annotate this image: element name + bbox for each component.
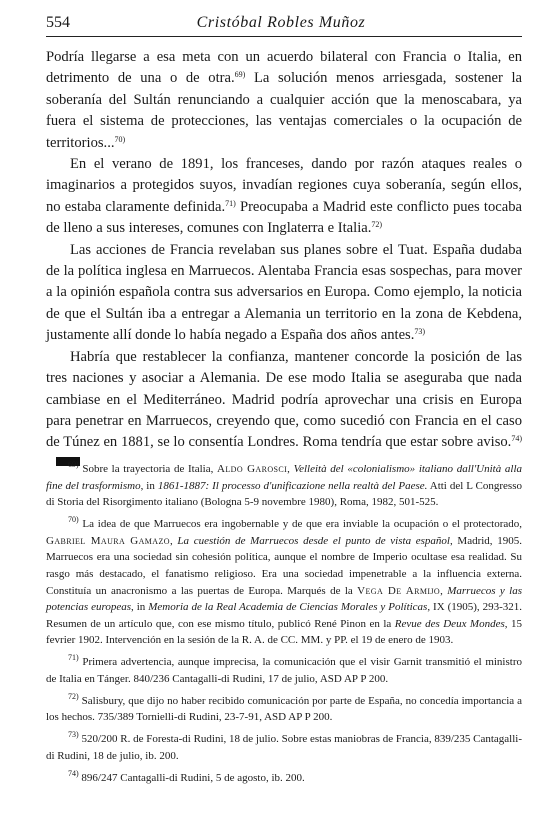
- paragraph-text: Podría llegarse a esa meta con un acuerdo bilateral con Francia o Italia, en detrimento de una o de otra.: [46, 49, 522, 87]
- footnote-text: Sobre la trayectoria de Italia,: [82, 463, 218, 475]
- page-header: [46, 10, 516, 36]
- footnote-title: 1861-1887: Il processo d'unificazione nella realtà del Paese.: [157, 479, 428, 492]
- footnote-text: La idea de que Marruecos era ingobernable y de que era inviable la ocupación o el protectorado,: [82, 518, 522, 531]
- footnote-mark: 73): [68, 730, 79, 740]
- footnote-title: La cuestión de Marruecos desde el punto de vista español: [177, 534, 450, 547]
- footnote-mark: 69): [68, 460, 79, 469]
- footnote-text: 520/200 R. de Foresta-di Rudini, 18 de julio. Sobre estas maniobras de Francia, 839/235 Cantagalli-di Rudini, 18 de julio, ib. 200.: [46, 733, 523, 763]
- main-text: [46, 47, 522, 475]
- footnote-text: ,: [440, 584, 448, 597]
- footnote-text: ,: [287, 463, 294, 475]
- page-number: 554: [46, 14, 70, 31]
- footnote-mark: 71): [68, 653, 79, 663]
- footnote-text: , in: [140, 479, 158, 492]
- footnote-text: , 15 fevrier 1902. Intervención en la sesión de la R. A. de CC. MM. y PP. el 19 de enero de 1903.: [46, 617, 522, 647]
- footnote-text: Primera advertencia, aunque imprecisa, la comunicación que el visir Garnit transmitió el ministro de Italia en Tánger. 840/236 Cantagalli-di Rudini, 17 de julio, ASD AP P 200.: [46, 656, 522, 685]
- footnote-text: , in: [131, 601, 149, 614]
- paragraph: [46, 47, 522, 154]
- footnote-text: Salisbury, que dijo no haber recibido comunicación por parte de España, no concedía importancia a los hechos. 735/389 Tornielli-di Rudini, 23-7-91, ASD AP P 200.: [46, 694, 522, 724]
- footnote-text: ,: [169, 534, 178, 547]
- footnote-title: Memoria de la Real Academia de Ciencias Morales y Políticas: [148, 601, 428, 614]
- footnote-ref: 69): [234, 70, 246, 80]
- footnote-mark: 74): [68, 769, 79, 779]
- footnote-ref: 71): [225, 198, 236, 208]
- paragraph-text: Las acciones de Francia revelaban sus planes sobre el Tuat. España dudaba de la política inglesa en Marruecos. Alentaba Francia esas sospechas, para mover a la opinión española contra sus adversarios en Europa. Como ejemplo, la noticia de que el Sultán iba a entregar a Alemania un territorio en la zona de Kebdena, justamente allí donde lo había negado a España dos años antes.: [46, 241, 522, 344]
- footnotes: [46, 461, 522, 792]
- footnote-author: Gabriel Maura Gamazo: [46, 534, 170, 547]
- running-title: Cristóbal Robles Muñoz: [196, 14, 366, 31]
- paragraph: [46, 347, 522, 475]
- footnote: [46, 516, 522, 649]
- footnote-ref: 72): [371, 220, 383, 230]
- footnote-mark: 72): [68, 691, 79, 701]
- footnote-ref: 73): [414, 327, 426, 337]
- footnote-text: , Madrid, 1905. Marruecos era una sociedad sin cohesión política, aunque el nombre de Imperio ocultase esa realidad. Su rasgo más destacado, el fanatismo religioso. Era una sociedad impenetrable a la influencia externa. Constituía un anacronismo a las puertas de Europa. Marqués de la: [46, 534, 523, 597]
- footnote-text: Atti del L Congresso di Storia del Risorgimento italiano (Bologna 5-9 novembre 1980), Roma, 1982, 501-525.: [46, 479, 522, 509]
- footnote-mark: 70): [68, 515, 79, 525]
- footnote-ref: 70): [114, 134, 126, 144]
- footnote: [46, 461, 522, 511]
- footnote-ref: 74): [511, 434, 522, 444]
- footnote-author: Vega De Armijo: [357, 584, 441, 597]
- paragraph-text: La solución menos arriesgada, sostener la soberanía del Sultán renunciando a cualquier acción que la menoscabara, ya fuera el sistema de protecciones, las ventajas comerciales o la ocupación de territorios...: [46, 70, 523, 151]
- paragraph-text: Preocupaba a Madrid este conflicto pues tocaba de lleno a sus intereses, comunes con Inglaterra e Italia.: [46, 198, 522, 237]
- footnote: [46, 731, 522, 764]
- paragraph-text: Habría que restablecer la confianza, mantener concorde la posición de las tres naciones y asociar a Alemania. De ese modo Italia se aseguraba que nada cambiase en el Mediterráneo. Madrid podría aprovechar una crisis en Europa para penetrar en Marruecos, creyendo que, como sucedió con Francia en el caso de Túnez en 1881, se lo consentía Londres. Roma tendría que estar sobre aviso.: [46, 348, 522, 451]
- footnote-title: Velleità del «colonialismo» italiano dall'Unità alla fine del trasformismo: [46, 463, 523, 492]
- footnote: [46, 770, 522, 787]
- footnote: [46, 693, 522, 726]
- footnote-text: , IX (1905), 293-321. Resumen de un artículo que, con ese mismo título, publicó René Pinon en la: [46, 601, 522, 630]
- footnote-author: Aldo Garosci: [217, 463, 288, 475]
- footnote-text: 896/247 Cantagalli-di Rudini, 5 de agosto, ib. 200.: [81, 772, 305, 785]
- paragraph: [46, 240, 522, 347]
- footnote: [46, 654, 522, 687]
- paragraph: [46, 154, 522, 240]
- footnote-title: Revue des Deux Mondes: [394, 617, 505, 630]
- header-rule: [46, 36, 522, 37]
- footnote-title: Marruecos y las potencias europeas: [46, 584, 522, 614]
- paragraph-text: En el verano de 1891, los franceses, dando por razón ataques reales o imaginarios a protegidos suyos, invadían regiones cuya soberanía, según ellos, no estaba claramente definida.: [46, 156, 522, 215]
